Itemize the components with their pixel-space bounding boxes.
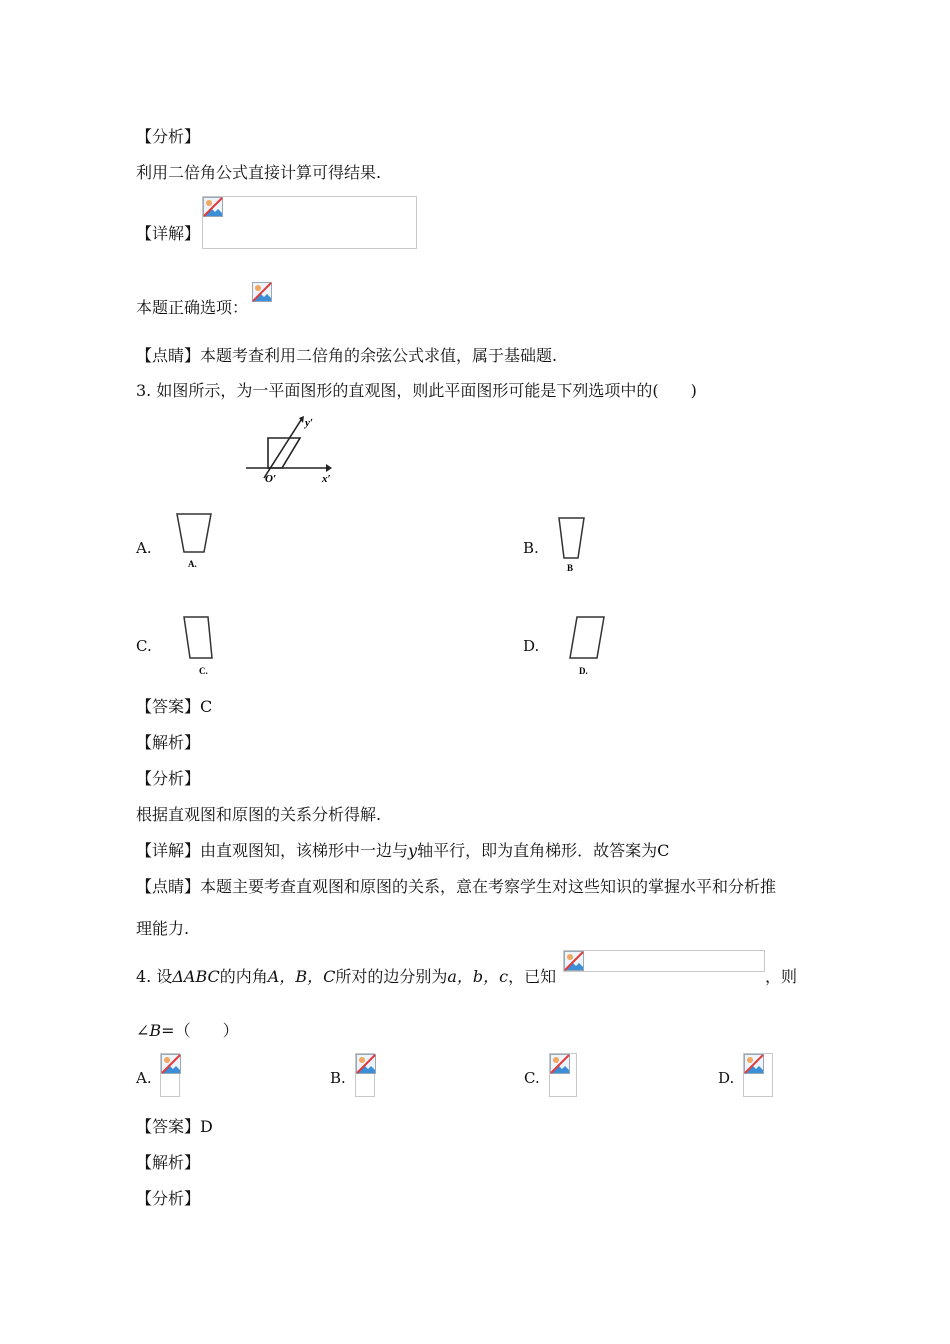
q2-comment-text: 本题考查利用二倍角的余弦公式求值，属于基础题. xyxy=(200,346,558,365)
origin-label: O′ xyxy=(265,473,277,485)
q3-answer-label: 【答案】 xyxy=(136,697,201,716)
q4-analysis-label: 【分析】 xyxy=(136,1189,201,1208)
q3-option-b-figure[interactable] xyxy=(552,494,592,574)
q2-correct-option-text: 本题正确选项： xyxy=(136,298,249,317)
q4-solution-label: 【解析】 xyxy=(136,1153,201,1172)
option-c-shape xyxy=(184,617,212,658)
q3-detail xyxy=(136,841,669,861)
q3-option-c-figure[interactable] xyxy=(178,612,220,680)
q4-answer-label: 【答案】 xyxy=(136,1117,201,1136)
q3-option-c-label[interactable]: C. xyxy=(136,637,152,655)
q3-analysis-label: 【分析】 xyxy=(136,769,201,788)
q3-solution-label: 【解析】 xyxy=(136,733,201,752)
broken-image-icon xyxy=(203,197,223,217)
q3-option-d-label[interactable]: D. xyxy=(523,637,540,655)
q2-detail-label: 【详解】 xyxy=(136,224,201,243)
q3-detail-label: 【详解】 xyxy=(136,841,201,860)
broken-image-icon xyxy=(744,1054,764,1074)
q3-analysis-text: 根据直观图和原图的关系分析得解. xyxy=(136,805,382,824)
y-axis-line xyxy=(264,420,301,478)
q4-option-b-label[interactable]: B. xyxy=(330,1069,346,1087)
q4-answer-value: D xyxy=(200,1117,213,1136)
q2-correct-option-image xyxy=(252,282,272,304)
q4-stem-suffix: ，则 xyxy=(765,967,798,986)
x-axis-arrow xyxy=(326,464,332,472)
q3-option-d-figure[interactable] xyxy=(564,612,612,680)
option-b-caption: B xyxy=(567,563,574,573)
q2-analysis-label: 【分析】 xyxy=(136,127,201,146)
q4-stem-line2 xyxy=(136,1021,239,1041)
broken-image-icon xyxy=(550,1054,570,1074)
q3-option-a-label[interactable]: A. xyxy=(136,539,152,557)
q3-detail-post: 轴平行，即为直角梯形．故答案为C xyxy=(417,841,670,860)
q3-comment-text-1: 本题主要考查直观图和原图的关系，意在考察学生对这些知识的掌握水平和分析推 xyxy=(200,877,777,896)
q2-comment xyxy=(136,346,557,366)
q4-stem-angle: ∠B xyxy=(136,1021,162,1040)
option-d-shape xyxy=(570,617,604,658)
q4-stem-line1 xyxy=(136,967,556,987)
q2-detail-formula-image xyxy=(202,196,417,249)
option-a-shape xyxy=(177,514,211,552)
q3-answer xyxy=(136,697,212,717)
q4-stem-mid3: ，已知 xyxy=(508,967,557,986)
q4-stem-vars2: a，b，c xyxy=(447,967,509,986)
option-b-shape xyxy=(559,518,584,558)
q4-stem-triangle: ΔABC xyxy=(172,967,220,986)
option-d-caption: D. xyxy=(579,666,588,676)
q4-stem-rest: =（ ） xyxy=(161,1021,239,1040)
axis-x-label: x′ xyxy=(322,473,331,485)
q4-stem-mid1: 的内角 xyxy=(219,967,268,986)
q4-stem-mid2: 所对的边分别为 xyxy=(335,967,448,986)
q4-option-b-image[interactable] xyxy=(355,1053,375,1097)
q4-option-c-image[interactable] xyxy=(549,1053,577,1097)
q3-option-a-figure[interactable] xyxy=(174,510,216,572)
q3-answer-value: C xyxy=(200,697,213,716)
q4-stem-vars1: A，B，C xyxy=(267,967,336,986)
q2-comment-label: 【点睛】 xyxy=(136,346,201,365)
q2-analysis-text: 利用二倍角公式直接计算可得结果. xyxy=(136,163,382,182)
q4-option-a-image[interactable] xyxy=(160,1053,180,1097)
q4-option-c-label[interactable]: C. xyxy=(524,1069,540,1087)
q3-option-b-label[interactable]: B. xyxy=(523,539,539,557)
broken-image-icon xyxy=(161,1054,181,1074)
option-a-caption: A. xyxy=(188,559,197,569)
q3-oblique-figure xyxy=(244,412,340,488)
q4-answer xyxy=(136,1117,213,1137)
q3-comment-label: 【点睛】 xyxy=(136,877,201,896)
q4-given-formula-image xyxy=(563,950,765,972)
q3-detail-pre: 由直观图知，该梯形中一边与 xyxy=(200,841,409,860)
broken-image-icon xyxy=(252,282,272,302)
q3-detail-var: y xyxy=(408,841,418,860)
q3-comment xyxy=(136,877,776,897)
q4-option-d-label[interactable]: D. xyxy=(718,1069,735,1087)
q4-option-a-label[interactable]: A. xyxy=(136,1069,152,1087)
broken-image-icon xyxy=(356,1054,376,1074)
option-c-caption: C. xyxy=(199,666,208,676)
q3-stem: 3. 如图所示，为一平面图形的直观图，则此平面图形可能是下列选项中的( ) xyxy=(136,381,697,400)
axis-y-label: y′ xyxy=(305,417,313,429)
q4-stem-prefix: 4. 设 xyxy=(136,967,173,986)
q4-option-d-image[interactable] xyxy=(743,1053,773,1097)
broken-image-icon xyxy=(564,951,584,971)
q3-comment-text-2: 理能力. xyxy=(136,919,190,938)
